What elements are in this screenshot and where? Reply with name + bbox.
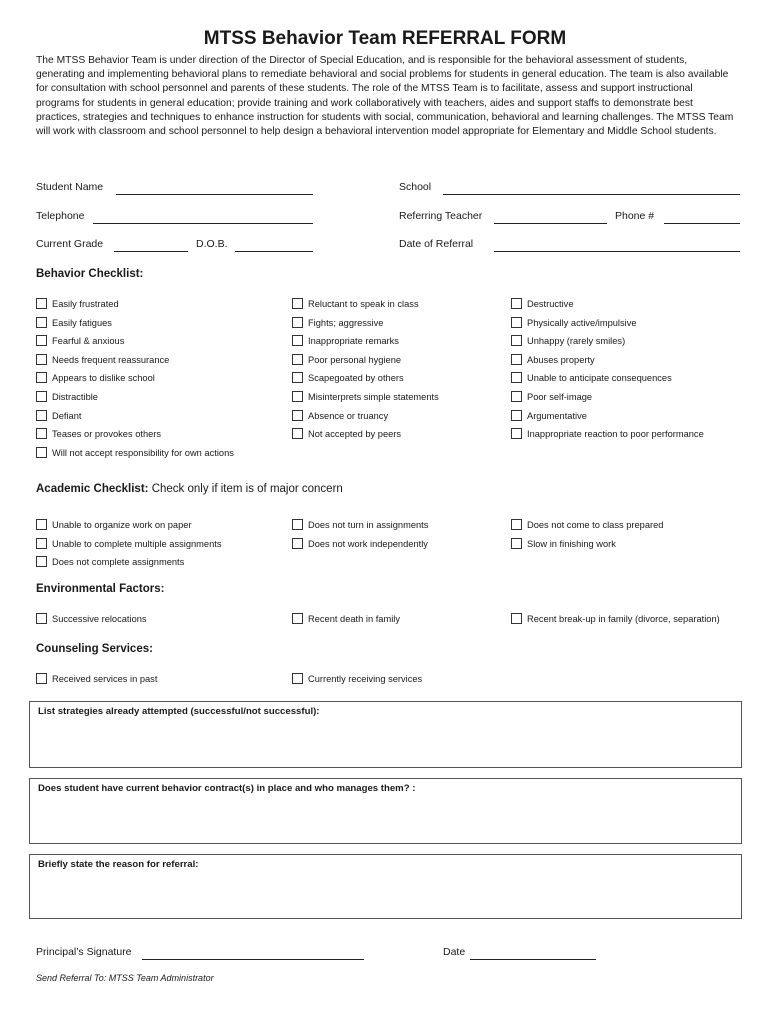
behavior-checkbox[interactable]: Teases or provokes others (36, 428, 161, 439)
behavior-checkbox[interactable]: Defiant (36, 410, 81, 421)
behavior-checkbox[interactable]: Easily fatigues (36, 317, 112, 328)
referral-reason-box-label: Briefly state the reason for referral: (38, 859, 199, 870)
checkbox-box[interactable] (292, 673, 303, 684)
behavior-checkbox[interactable]: Argumentative (511, 410, 587, 421)
checkbox-box[interactable] (36, 538, 47, 549)
checkbox-box[interactable] (36, 372, 47, 383)
checkbox-box[interactable] (511, 335, 522, 346)
behavior-checklist-heading: Behavior Checklist: (36, 268, 144, 280)
telephone-field[interactable] (93, 223, 313, 224)
checkbox-box[interactable] (511, 613, 522, 624)
behavior-contract-box-label: Does student have current behavior contract(s) in place and who manages them? : (38, 783, 416, 794)
behavior-checkbox[interactable]: Misinterprets simple statements (292, 391, 439, 402)
current-grade-label: Current Grade (36, 238, 104, 250)
student-name-field[interactable] (116, 194, 313, 195)
checkbox-box[interactable] (511, 428, 522, 439)
checkbox-box[interactable] (511, 410, 522, 421)
behavior-checkbox[interactable]: Appears to dislike school (36, 372, 155, 383)
behavior-checkbox[interactable]: Unhappy (rarely smiles) (511, 335, 625, 346)
checkbox-box[interactable] (511, 354, 522, 365)
environmental-factors-heading: Environmental Factors: (36, 583, 165, 595)
behavior-checkbox[interactable]: Inappropriate reaction to poor performance (511, 428, 704, 439)
checkbox-box[interactable] (511, 519, 522, 530)
behavior-checkbox[interactable]: Abuses property (511, 354, 595, 365)
strategies-box[interactable] (29, 701, 742, 768)
telephone-label: Telephone (36, 210, 85, 222)
checkbox-box[interactable] (36, 556, 47, 567)
checkbox-box[interactable] (292, 519, 303, 530)
checkbox-box[interactable] (511, 298, 522, 309)
checkbox-box[interactable] (292, 391, 303, 402)
phone-field[interactable] (664, 223, 740, 224)
checkbox-box[interactable] (36, 335, 47, 346)
behavior-checkbox[interactable]: Unable to anticipate consequences (511, 372, 672, 383)
behavior-contract-box[interactable] (29, 778, 742, 844)
referring-teacher-field[interactable] (494, 223, 607, 224)
checkbox-box[interactable] (511, 391, 522, 402)
checkbox-box[interactable] (511, 538, 522, 549)
academic-checkbox[interactable]: Does not complete assignments (36, 556, 184, 567)
date-of-referral-field[interactable] (494, 251, 740, 252)
academic-checkbox[interactable]: Does not turn in assignments (292, 519, 428, 530)
environmental-checkbox[interactable]: Recent death in family (292, 613, 400, 624)
dob-field[interactable] (235, 251, 313, 252)
checkbox-box[interactable] (36, 317, 47, 328)
checkbox-box[interactable] (36, 354, 47, 365)
student-name-label: Student Name (36, 181, 104, 193)
checkbox-box[interactable] (292, 335, 303, 346)
checkbox-box[interactable] (36, 391, 47, 402)
checkbox-box[interactable] (36, 410, 47, 421)
behavior-checkbox[interactable]: Distractible (36, 391, 98, 402)
date-of-referral-label: Date of Referral (399, 238, 474, 250)
intro-paragraph: The MTSS Behavior Team is under direction of the Director of Special Education, and is responsible for the behavioral assessment of students, generating and implementing behavioral plans to remediate behavioral and social problems for students in general education. The team is also available for consultation with school personnel and parents of these students. The role of the MTSS Team is to facilitate, assess and support instructional programs for students in general education; provide training and work collaboratively with teachers, aides and support staffs to demonstrate best practices, strategies and techniques to enhance instruction for students with social, communication, behavioral and learning challenges. The MTSS Team will work with classroom and school personnel to help design a behavioral intervention model appropriate for Elementary and Middle School students. (36, 55, 734, 138)
footer-note: Send Referral To: MTSS Team Administrator (36, 973, 214, 983)
checkbox-box[interactable] (292, 354, 303, 365)
phone-label: Phone # (615, 210, 655, 222)
behavior-checkbox[interactable]: Fearful & anxious (36, 335, 124, 346)
checkbox-box[interactable] (36, 613, 47, 624)
academic-checkbox[interactable]: Unable to organize work on paper (36, 519, 192, 530)
referring-teacher-label: Referring Teacher (399, 210, 483, 222)
signature-date-label: Date (443, 946, 466, 958)
academic-checklist-heading: Academic Checklist: Check only if item is of major concern (36, 483, 343, 495)
checkbox-box[interactable] (36, 447, 47, 458)
checkbox-box[interactable] (36, 673, 47, 684)
behavior-checkbox[interactable]: Absence or truancy (292, 410, 388, 421)
school-label: School (399, 181, 432, 193)
counseling-checkbox[interactable]: Currently receiving services (292, 673, 422, 684)
behavior-checkbox[interactable]: Scapegoated by others (292, 372, 404, 383)
academic-checkbox[interactable]: Slow in finishing work (511, 538, 616, 549)
principal-signature-field[interactable] (142, 959, 364, 960)
checkbox-box[interactable] (36, 428, 47, 439)
behavior-checkbox[interactable]: Destructive (511, 298, 574, 309)
checkbox-box[interactable] (292, 613, 303, 624)
checkbox-box[interactable] (292, 372, 303, 383)
behavior-checkbox[interactable]: Poor self-image (511, 391, 592, 402)
behavior-checkbox[interactable]: Poor personal hygiene (292, 354, 401, 365)
behavior-checkbox[interactable]: Physically active/impulsive (511, 317, 637, 328)
checkbox-box[interactable] (292, 538, 303, 549)
academic-checkbox[interactable]: Does not work independently (292, 538, 428, 549)
checkbox-box[interactable] (511, 317, 522, 328)
checkbox-box[interactable] (292, 298, 303, 309)
environmental-checkbox[interactable]: Successive relocations (36, 613, 147, 624)
academic-checklist-note: Check only if item is of major concern (151, 483, 343, 495)
dob-label: D.O.B. (196, 238, 228, 250)
checkbox-box[interactable] (36, 298, 47, 309)
form-title: MTSS Behavior Team REFERRAL FORM (203, 28, 567, 49)
behavior-checkbox[interactable]: Not accepted by peers (292, 428, 401, 439)
counseling-checkbox[interactable]: Received services in past (36, 673, 157, 684)
checkbox-box[interactable] (292, 428, 303, 439)
behavior-checkbox[interactable]: Needs frequent reassurance (36, 354, 169, 365)
checkbox-box[interactable] (292, 410, 303, 421)
referral-reason-box[interactable] (29, 854, 742, 919)
environmental-checkbox[interactable]: Recent break-up in family (divorce, separation) (511, 613, 720, 624)
academic-checkbox[interactable]: Does not come to class prepared (511, 519, 663, 530)
school-field[interactable] (443, 194, 740, 195)
signature-date-field[interactable] (470, 959, 596, 960)
behavior-checkbox[interactable]: Inappropriate remarks (292, 335, 399, 346)
behavior-checkbox[interactable]: Easily frustrated (36, 298, 119, 309)
checkbox-box[interactable] (36, 519, 47, 530)
counseling-services-heading: Counseling Services: (36, 643, 153, 655)
behavior-checkbox[interactable]: Fights; aggressive (292, 317, 383, 328)
strategies-box-label: List strategies already attempted (successful/not successful): (38, 706, 320, 717)
behavior-checkbox[interactable]: Will not accept responsibility for own actions (36, 447, 234, 458)
checkbox-box[interactable] (292, 317, 303, 328)
behavior-checkbox[interactable]: Reluctant to speak in class (292, 298, 419, 309)
current-grade-field[interactable] (114, 251, 188, 252)
checkbox-box[interactable] (511, 372, 522, 383)
academic-checkbox[interactable]: Unable to complete multiple assignments (36, 538, 222, 549)
principal-signature-label: Principal’s Signature (36, 946, 132, 958)
